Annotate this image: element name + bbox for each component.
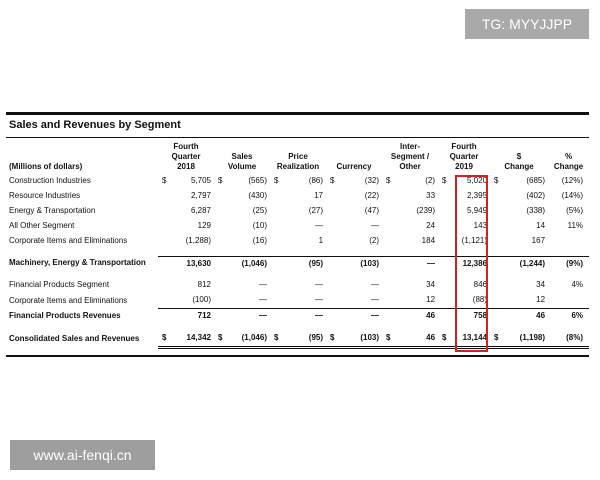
cell-q4-2018: 712 [170, 309, 214, 324]
currency-symbol [214, 234, 226, 249]
cell-q4-2019: (88) [472, 295, 488, 305]
currency-symbol [490, 204, 502, 219]
currency-symbol [158, 309, 170, 324]
header-line: Price [288, 152, 308, 161]
currency-symbol [270, 189, 282, 204]
cell-inter-segment-other: 34 [426, 280, 436, 290]
cell-pct-change: (12%) [561, 176, 584, 185]
currency-symbol [438, 189, 450, 204]
cell-inter-segment-other: — [394, 256, 438, 271]
header-line: Volume [227, 162, 257, 171]
cell-dollar-change: (338) [526, 205, 546, 215]
cell-q4-2019: 758 [450, 309, 490, 324]
currency-symbol [270, 293, 282, 308]
table-row [6, 293, 589, 308]
cell-q4-2019: 5,949 [467, 205, 488, 215]
currency-symbol [490, 256, 502, 271]
watermark-bottom: www.ai-fenqi.cn [10, 440, 155, 470]
cell-dollar-change: (402) [526, 190, 546, 200]
cell-currency: (2) [369, 235, 380, 245]
currency-symbol [490, 309, 502, 324]
currency-symbol [270, 256, 282, 271]
cell-dollar-change: 167 [531, 235, 546, 245]
header-line: Quarter [171, 152, 201, 161]
cell-currency: — [338, 309, 382, 324]
header-line: Quarter [449, 152, 479, 161]
currency-symbol: $ [270, 331, 282, 347]
header-line: Inter- [400, 142, 421, 151]
document-title: Sales and Revenues by Segment [9, 119, 181, 131]
currency-symbol: $ [218, 176, 223, 185]
currency-symbol [438, 204, 450, 219]
header-pct-change [548, 138, 589, 174]
table-row [6, 309, 589, 324]
currency-symbol [270, 219, 282, 234]
currency-symbol [382, 189, 394, 204]
table-row [6, 278, 589, 293]
currency-symbol [270, 204, 282, 219]
currency-symbol [490, 234, 502, 249]
cell-inter-segment-other: 24 [426, 220, 436, 230]
cell-q4-2018: 812 [197, 280, 211, 290]
header-q4-2018 [158, 138, 214, 174]
table-row [6, 331, 589, 347]
cell-currency: (103) [338, 256, 382, 271]
cell-price-realization: (27) [308, 205, 324, 215]
row-label: Financial Products Revenues [9, 311, 121, 320]
cell-dollar-change: (685) [526, 176, 546, 185]
cell-q4-2018: 6,287 [190, 205, 211, 215]
currency-symbol [214, 204, 226, 219]
header-line: Segment / [390, 152, 430, 161]
currency-symbol [270, 234, 282, 249]
header-line: % [564, 152, 573, 161]
cell-q4-2019: (1,121) [461, 235, 488, 245]
cell-currency: — [371, 280, 380, 290]
currency-symbol [326, 293, 338, 308]
currency-symbol [326, 219, 338, 234]
cell-q4-2019: 13,144 [450, 331, 490, 347]
segment-table [6, 138, 589, 349]
currency-symbol [326, 256, 338, 271]
cell-price-realization: 17 [314, 190, 324, 200]
row-label: Machinery, Energy & Transportation [9, 258, 146, 268]
cell-pct-change: (5%) [566, 205, 584, 215]
cell-inter-segment-other: 33 [426, 190, 436, 200]
currency-symbol [214, 309, 226, 324]
currency-symbol [214, 278, 226, 293]
currency-symbol [158, 189, 170, 204]
cell-inter-segment-other: 46 [394, 331, 438, 347]
cell-inter-segment-other: 184 [421, 235, 436, 245]
header-label: (Millions of dollars) [9, 162, 83, 171]
currency-symbol: $ [274, 176, 279, 185]
cell-pct-change: 11% [567, 220, 584, 230]
header-line: 2018 [177, 162, 195, 171]
cell-sales-volume: — [259, 295, 267, 305]
table-row [6, 234, 589, 249]
cell-sales-volume: (1,046) [226, 331, 270, 347]
currency-symbol [214, 256, 226, 271]
table-row [6, 204, 589, 219]
cell-sales-volume: (430) [248, 190, 267, 200]
currency-symbol [382, 278, 394, 293]
header-inter-segment-other [382, 138, 438, 174]
currency-symbol [438, 309, 450, 324]
row-label: All Other Segment [9, 220, 75, 230]
header-line: Other [399, 162, 421, 171]
cell-currency: (22) [364, 190, 380, 200]
cell-price-realization: — [315, 220, 324, 230]
cell-sales-volume: — [226, 309, 270, 324]
table-body [6, 174, 589, 348]
table-row [6, 256, 589, 271]
currency-symbol: $ [442, 176, 447, 185]
header-line: Fourth [451, 142, 477, 151]
header-q4-2019 [438, 138, 490, 174]
currency-symbol [438, 278, 450, 293]
cell-q4-2019: 143 [473, 220, 488, 230]
currency-symbol [158, 278, 170, 293]
currency-symbol [382, 234, 394, 249]
cell-sales-volume: (10) [252, 220, 267, 230]
cell-pct-change: 6% [548, 309, 589, 324]
header-line: Realization [276, 162, 320, 171]
currency-symbol [438, 234, 450, 249]
cell-sales-volume: (25) [252, 205, 267, 215]
cell-q4-2018: 129 [197, 220, 211, 230]
currency-symbol: $ [386, 176, 391, 185]
currency-symbol: $ [326, 331, 338, 347]
row-label: Construction Industries [9, 176, 91, 185]
currency-symbol [214, 293, 226, 308]
header-line: Change [504, 162, 534, 171]
cell-currency: (47) [364, 205, 380, 215]
table-row [6, 189, 589, 204]
currency-symbol [490, 189, 502, 204]
currency-symbol [490, 219, 502, 234]
currency-symbol [382, 219, 394, 234]
cell-price-realization: (86) [308, 176, 324, 185]
cell-sales-volume: (16) [252, 235, 267, 245]
cell-dollar-change: 12 [536, 295, 546, 305]
cell-sales-volume: (1,046) [226, 256, 270, 271]
row-label: Consolidated Sales and Revenues [9, 333, 140, 343]
cell-q4-2019: 2,395 [467, 190, 488, 200]
currency-symbol [438, 219, 450, 234]
currency-symbol: $ [162, 176, 167, 185]
currency-symbol: $ [330, 176, 335, 185]
cell-dollar-change: 34 [536, 280, 546, 290]
cell-price-realization: 1 [318, 235, 324, 245]
cell-q4-2018: (100) [192, 295, 211, 305]
cell-q4-2019: 5,020 [467, 176, 488, 185]
header-line: 2019 [455, 162, 473, 171]
cell-q4-2018: (1,288) [185, 235, 211, 245]
currency-symbol [214, 219, 226, 234]
header-dollar-change [490, 138, 548, 174]
cell-pct-change: (14%) [561, 190, 584, 200]
cell-q4-2018: 2,797 [190, 190, 211, 200]
row-spacer [6, 249, 589, 257]
row-spacer [6, 271, 589, 278]
table-header [6, 138, 589, 174]
cell-dollar-change: 46 [502, 309, 548, 324]
currency-symbol [490, 293, 502, 308]
header-price-realization [270, 138, 326, 174]
cell-dollar-change: 14 [536, 220, 546, 230]
currency-symbol [158, 293, 170, 308]
header-currency [326, 138, 382, 174]
watermark-top: TG: MYYJJPP [465, 9, 589, 39]
currency-symbol [326, 309, 338, 324]
cell-pct-change [548, 234, 589, 249]
cell-sales-volume: (565) [248, 176, 267, 185]
cell-q4-2019: 12,386 [450, 256, 490, 271]
cell-inter-segment-other: (2) [425, 176, 436, 185]
table-row [6, 174, 589, 189]
cell-currency: — [371, 220, 380, 230]
currency-symbol [438, 293, 450, 308]
cell-pct-change: (9%) [548, 256, 589, 271]
cell-dollar-change: (1,198) [502, 331, 548, 347]
cell-pct-change [548, 293, 589, 308]
currency-symbol [326, 278, 338, 293]
cell-q4-2018: 14,342 [170, 331, 214, 347]
header-line: $ [516, 152, 522, 161]
cell-dollar-change: (1,244) [502, 256, 548, 271]
currency-symbol: $ [214, 331, 226, 347]
cell-price-realization: (95) [282, 331, 326, 347]
row-label: Financial Products Segment [9, 280, 110, 290]
currency-symbol [326, 234, 338, 249]
currency-symbol [270, 309, 282, 324]
cell-price-realization: — [315, 295, 324, 305]
table-row [6, 219, 589, 234]
cell-currency: — [371, 295, 380, 305]
cell-pct-change: (8%) [548, 331, 589, 347]
header-line: Sales [231, 152, 253, 161]
currency-symbol [382, 293, 394, 308]
row-label: Energy & Transportation [9, 205, 96, 215]
cell-price-realization: — [282, 309, 326, 324]
row-label: Resource Industries [9, 190, 81, 200]
currency-symbol [158, 219, 170, 234]
cell-q4-2018: 13,630 [170, 256, 214, 271]
currency-symbol: $ [382, 331, 394, 347]
currency-symbol [382, 204, 394, 219]
currency-symbol: $ [438, 331, 450, 347]
sales-revenues-document [6, 112, 589, 357]
currency-symbol: $ [494, 176, 499, 185]
currency-symbol [270, 278, 282, 293]
cell-price-realization: (95) [282, 256, 326, 271]
cell-sales-volume: — [259, 280, 267, 290]
row-label: Corporate Items and Eliminations [9, 235, 128, 245]
currency-symbol [214, 189, 226, 204]
currency-symbol [438, 256, 450, 271]
currency-symbol [158, 256, 170, 271]
header-line: Currency [336, 162, 372, 171]
currency-symbol [158, 234, 170, 249]
currency-symbol [326, 204, 338, 219]
bottom-rule [6, 355, 589, 357]
currency-symbol [326, 189, 338, 204]
cell-currency: (103) [338, 331, 382, 347]
currency-symbol [490, 278, 502, 293]
currency-symbol [382, 256, 394, 271]
currency-symbol: $ [158, 331, 170, 347]
header-line: Change [553, 162, 584, 171]
cell-q4-2018: 5,705 [190, 176, 211, 185]
cell-currency: (32) [364, 176, 380, 185]
cell-price-realization: — [315, 280, 324, 290]
row-spacer [6, 324, 589, 331]
row-label: Corporate Items and Eliminations [9, 295, 128, 305]
cell-inter-segment-other: (239) [416, 205, 436, 215]
currency-symbol [158, 204, 170, 219]
top-rule [6, 112, 589, 115]
currency-symbol [382, 309, 394, 324]
cell-inter-segment-other: 46 [394, 309, 438, 324]
header-sales-volume [214, 138, 270, 174]
cell-pct-change: 4% [571, 280, 584, 290]
cell-inter-segment-other: 12 [426, 295, 436, 305]
currency-symbol: $ [490, 331, 502, 347]
cell-q4-2019: 846 [473, 280, 488, 290]
header-line: Fourth [173, 142, 199, 151]
